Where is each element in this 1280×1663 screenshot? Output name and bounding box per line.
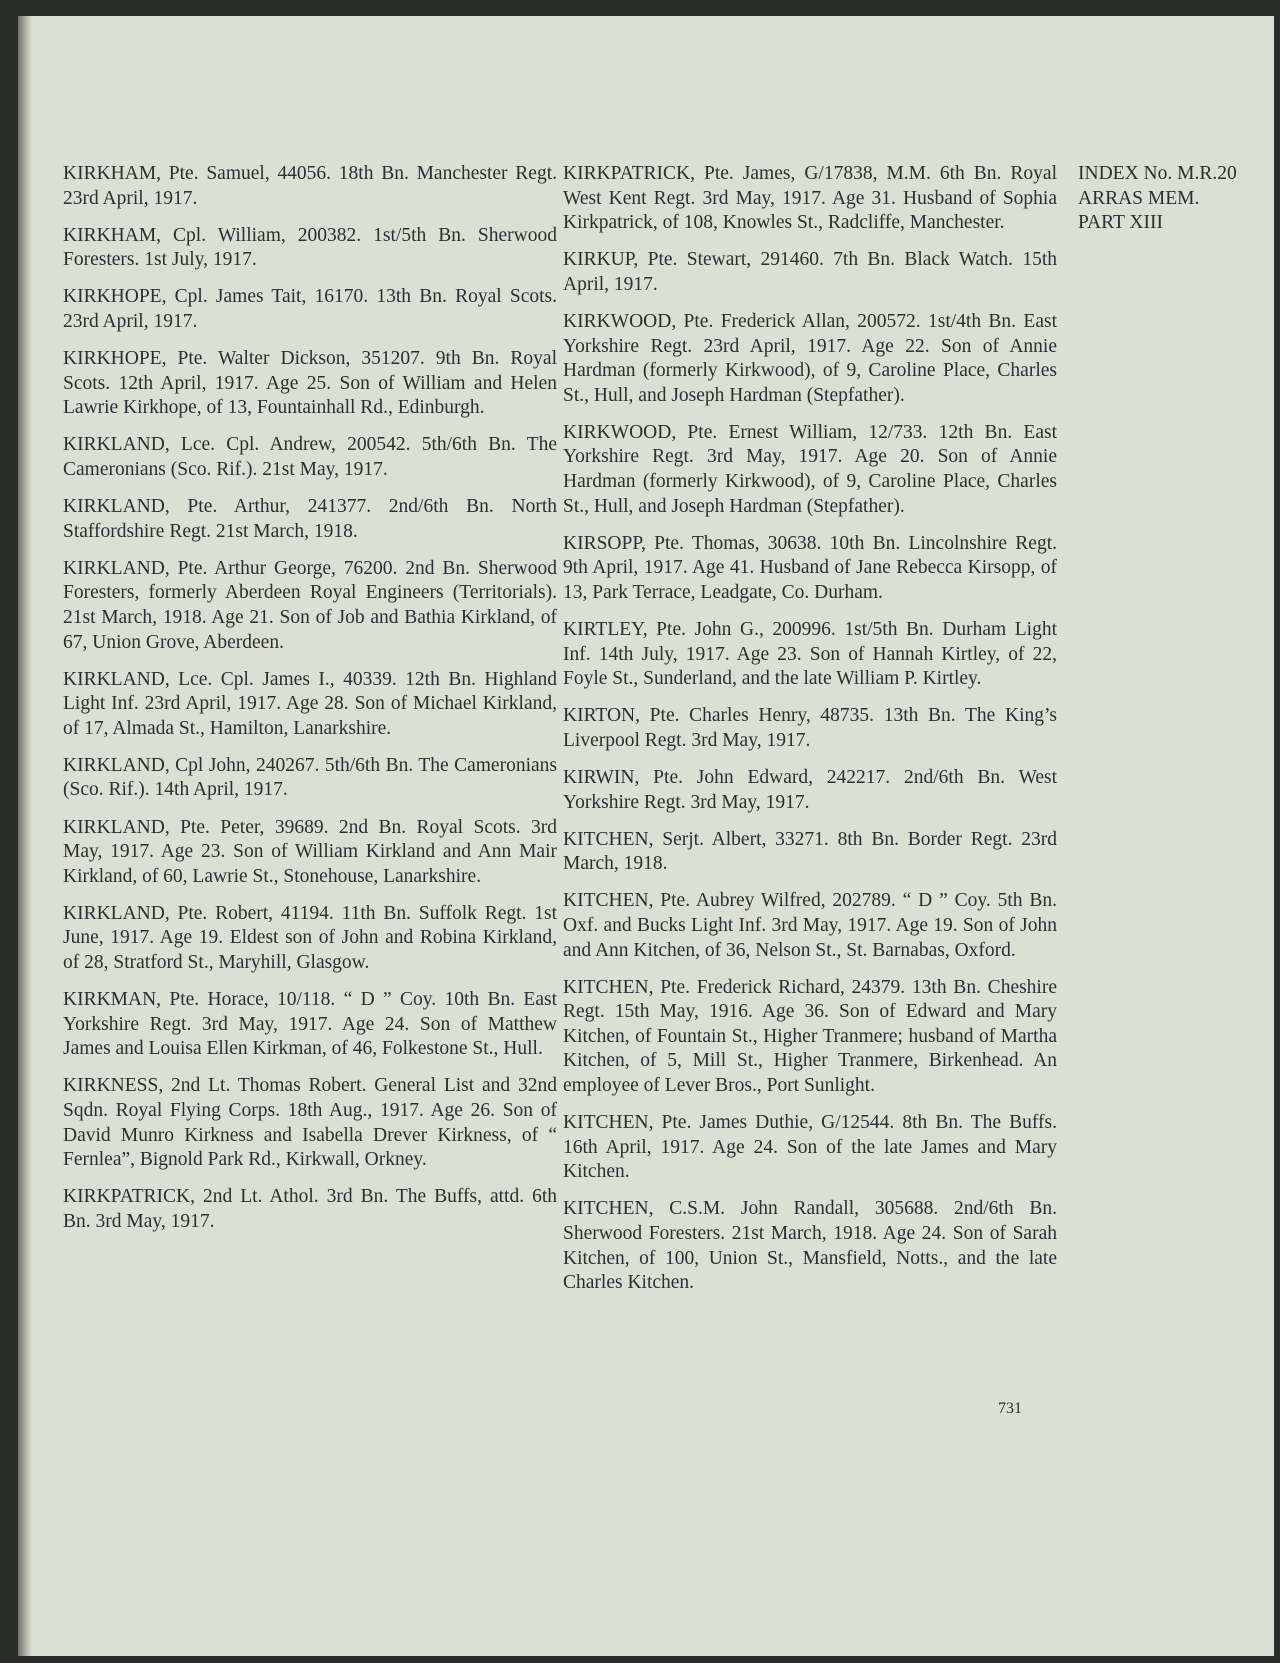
entry: KIRSOPP, Pte. Thomas, 30638. 10th Bn. Lincolnshire Regt. 9th April, 1917. Age 41. Husband of Jane Rebecca Kirsopp, of 13, Park Terrace, Leadgate, Co. Durham. <box>563 532 1057 603</box>
document-page <box>18 16 1274 1656</box>
right-column <box>563 162 1057 1308</box>
entry: KIRKLAND, Pte. Robert, 41194. 11th Bn. Suffolk Regt. 1st June, 1917. Age 19. Eldest son of John and Robina Kirkland, of 28, Stratford St., Maryhill, Glasgow. <box>63 902 557 974</box>
entry: KIRKLAND, Pte. Arthur George, 76200. 2nd Bn. Sherwood Foresters, formerly Aberdeen Royal Engineers (Territorials). 21st March, 1918. Age 21. Son of Job and Bathia Kirkland, of 67, Union Grove, Aberdeen. <box>63 557 557 653</box>
entry: KIRKNESS, 2nd Lt. Thomas Robert. General List and 32nd Sqdn. Royal Flying Corps. 18th Aug., 1917. Age 26. Son of David Munro Kirkness and Isabella Drever Kirkness, of “ Fernlea”, Bignold Park Rd., Kirkwall, Orkney. <box>63 1075 557 1171</box>
entry: KIRKUP, Pte. Stewart, 291460. 7th Bn. Black Watch. 15th April, 1917. <box>563 249 1057 295</box>
index-number: INDEX No. M.R.20 <box>1078 163 1237 184</box>
entry: KIRKHOPE, Pte. Walter Dickson, 351207. 9th Bn. Royal Scots. 12th April, 1917. Age 25. Son of William and Helen Lawrie Kirkhope, of 13, Fountainhall Rd., Edinburgh. <box>63 348 557 419</box>
index-reference <box>1078 162 1274 236</box>
entry: KIRKHAM, Pte. Samuel, 44056. 18th Bn. Manchester Regt. 23rd April, 1917. <box>63 163 557 209</box>
entry: KIRKLAND, Lce. Cpl. Andrew, 200542. 5th/6th Bn. The Cameronians (Sco. Rif.). 21st May, 1917. <box>63 434 557 480</box>
book-gutter <box>18 16 32 1656</box>
entry: KIRKMAN, Pte. Horace, 10/118. “ D ” Coy. 10th Bn. East Yorkshire Regt. 3rd May, 1917. Age 24. Son of Matthew James and Louisa Ellen Kirkman, of 46, Folkestone St., Hull. <box>63 989 557 1060</box>
entry: KIRTON, Pte. Charles Henry, 48735. 13th Bn. The King’s Liverpool Regt. 3rd May, 1917. <box>563 705 1057 751</box>
entry: KITCHEN, C.S.M. John Randall, 305688. 2nd/6th Bn. Sherwood Foresters. 21st March, 1918. Age 24. Son of Sarah Kitchen, of 100, Union St., Mansfield, Notts., and the late Charles Kitchen. <box>563 1198 1057 1294</box>
entry: KIRTLEY, Pte. John G., 200996. 1st/5th Bn. Durham Light Inf. 14th July, 1917. Age 23. Son of Hannah Kirtley, of 22, Foyle St., Sunderland, and the late William P. Kirtley. <box>563 619 1057 690</box>
memorial-name: ARRAS MEM. <box>1078 187 1200 209</box>
entry: KITCHEN, Pte. Frederick Richard, 24379. 13th Bn. Cheshire Regt. 15th May, 1916. Age 36. Son of Edward and Mary Kitchen, of Fountain St., Higher Tranmere; husband of Martha Kitchen, of 5, Mill St., Higher Tranmere, Birkenhead. An employee of Lever Bros., Port Sunlight. <box>563 976 1057 1096</box>
entry: KITCHEN, Pte. Aubrey Wilfred, 202789. “ D ” Coy. 5th Bn. Oxf. and Bucks Light Inf. 3rd May, 1917. Age 19. Son of John and Ann Kitchen, of 36, Nelson St., St. Barnabas, Oxford. <box>563 890 1057 961</box>
entry: KIRKWOOD, Pte. Ernest William, 12/733. 12th Bn. East Yorkshire Regt. 3rd May, 1917. Age 20. Son of Annie Hardman (formerly Kirkwood), of 9, Caroline Place, Charles St., Hull, and Joseph Hardman (Stepfather). <box>563 421 1057 517</box>
entry: KITCHEN, Pte. James Duthie, G/12544. 8th Bn. The Buffs. 16th April, 1917. Age 24. Son of the late James and Mary Kitchen. <box>563 1112 1057 1183</box>
entry: KIRKLAND, Lce. Cpl. James I., 40339. 12th Bn. Highland Light Inf. 23rd April, 1917. Age 28. Son of Michael Kirkland, of 17, Almada St., Hamilton, Lanarkshire. <box>63 668 557 739</box>
part-number: PART XIII <box>1078 212 1163 234</box>
entry: KIRKWOOD, Pte. Frederick Allan, 200572. 1st/4th Bn. East Yorkshire Regt. 23rd April, 1917. Age 22. Son of Annie Hardman (formerly Kirkwood), of 9, Caroline Place, Charles St., Hull, and Joseph Hardman (Stepfather). <box>563 310 1057 406</box>
entry: KIRKLAND, Cpl John, 240267. 5th/6th Bn. The Cameronians (Sco. Rif.). 14th April, 1917. <box>63 754 557 801</box>
page-number: 731 <box>998 1400 1022 1417</box>
entry: KIRKPATRICK, 2nd Lt. Athol. 3rd Bn. The Buffs, attd. 6th Bn. 3rd May, 1917. <box>63 1186 557 1232</box>
entry: KIRWIN, Pte. John Edward, 242217. 2nd/6th Bn. West Yorkshire Regt. 3rd May, 1917. <box>563 766 1057 813</box>
left-column <box>63 162 557 1247</box>
entry: KIRKHAM, Cpl. William, 200382. 1st/5th Bn. Sherwood Foresters. 1st July, 1917. <box>63 224 557 271</box>
entry: KIRKHOPE, Cpl. James Tait, 16170. 13th Bn. Royal Scots. 23rd April, 1917. <box>63 286 557 332</box>
entry: KIRKLAND, Pte. Arthur, 241377. 2nd/6th Bn. North Staffordshire Regt. 21st March, 1918. <box>63 496 557 542</box>
entry: KIRKPATRICK, Pte. James, G/17838, M.M. 6th Bn. Royal West Kent Regt. 3rd May, 1917. Age 31. Husband of Sophia Kirkpatrick, of 108, Knowles St., Radcliffe, Manchester. <box>563 163 1057 234</box>
entry: KITCHEN, Serjt. Albert, 33271. 8th Bn. Border Regt. 23rd March, 1918. <box>563 828 1057 875</box>
entry: KIRKLAND, Pte. Peter, 39689. 2nd Bn. Royal Scots. 3rd May, 1917. Age 23. Son of William Kirkland and Ann Mair Kirkland, of 60, Lawrie St., Stonehouse, Lanarkshire. <box>63 816 557 887</box>
